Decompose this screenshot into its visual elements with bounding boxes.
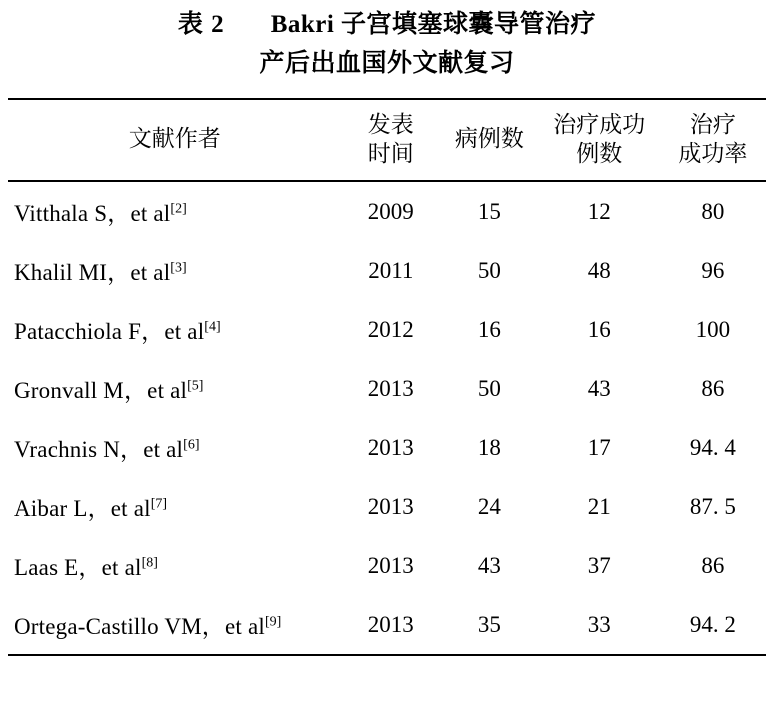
column-header-success-line2: 例数 [576,140,623,166]
cell-year: 2011 [368,257,414,283]
author-name: Khalil MI，et al [14,260,171,286]
reference-marker: [7] [150,496,168,512]
cell-cases: 35 [440,595,539,655]
table-title-part-1: Bakri 子宫填塞球囊导管治疗 [270,11,597,38]
cell-cases: 15 [477,198,501,224]
cell-cases: 24 [477,493,501,519]
cell-author [8,536,342,595]
author-name: Ortega-Castillo VM，et al [14,614,265,640]
cell-author [8,595,342,655]
reference-marker: [9] [264,614,282,630]
reference-marker: [2] [170,201,187,217]
cell-success-rate: 86 [701,552,725,578]
table-number-label: 表 2 [177,11,225,38]
cell-success-rate: 94. 2 [660,595,766,655]
cell-year: 2013 [342,595,441,655]
cell-cases: 18 [477,434,501,460]
cell-success-rate: 80 [701,198,725,224]
cell-success-rate: 100 [695,316,731,342]
cell-year: 2013 [367,552,414,578]
table-row [8,181,766,241]
reference-marker: [3] [170,260,187,276]
cell-author [8,241,342,300]
column-header-success-line1: 治疗成功 [553,111,646,137]
column-header-author-line1: 文献作者 [128,126,221,152]
cell-cases: 50 [477,257,501,283]
column-header-author [8,99,342,182]
cell-author [8,359,342,418]
reference-marker: [4] [204,319,221,335]
table-row [8,536,766,595]
cell-year: 2012 [367,316,414,342]
cell-author [8,300,342,359]
cell-success-count: 37 [587,552,611,578]
cell-success-count: 12 [587,198,611,224]
cell-author [8,181,342,241]
cell-success-count: 21 [587,493,611,519]
column-header-year-line2: 时间 [367,140,414,166]
table-caption-line-2: 产后出血国外文献复习 [259,49,515,77]
cell-year: 2013 [367,375,414,401]
table-row [8,477,766,536]
column-header-year-line1: 发表 [367,111,414,137]
cell-success-rate: 96 [701,257,725,283]
literature-review-table [8,98,766,657]
cell-success-count: 43 [587,375,611,401]
cell-author [8,418,342,477]
table-row [8,300,766,359]
author-name: Vitthala S，et al [14,201,171,227]
cell-success-count: 17 [587,434,611,460]
cell-year: 2009 [367,198,414,224]
column-header-success-rate [660,99,766,182]
column-header-cases-line1: 病例数 [454,126,524,152]
column-header-success-count [539,99,660,182]
cell-cases: 50 [477,375,501,401]
reference-marker: [6] [183,437,200,453]
column-header-cases [440,99,539,182]
cell-success-rate: 87. 5 [689,493,736,519]
author-name: Gronvall M，et al [14,378,188,404]
cell-success-count: 48 [587,257,611,283]
cell-author [8,477,342,536]
reference-marker: [5] [187,378,204,394]
reference-marker: [8] [141,555,158,571]
cell-cases: 16 [477,316,501,342]
column-header-rate-line1: 治疗 [689,111,736,137]
cell-year: 2013 [367,434,414,460]
cell-success-rate: 94. 4 [689,434,736,460]
table-caption-line-1 [8,0,766,45]
author-name: Patacchiola F，et al [14,319,205,345]
table-row [8,418,766,477]
cell-success-count: 33 [539,595,660,655]
table-row [8,359,766,418]
cell-year: 2013 [367,493,414,519]
cell-success-count: 16 [587,316,611,342]
column-header-year [342,99,441,182]
author-name: Laas E，et al [14,555,142,581]
author-name: Vrachnis N，et al [14,437,184,463]
table-row [8,241,766,300]
cell-success-rate: 86 [701,375,725,401]
author-name: Aibar L，et al [14,496,151,522]
cell-cases: 43 [477,552,501,578]
table-body [8,181,766,655]
table-row [8,595,766,655]
column-header-rate-line2: 成功率 [678,140,748,166]
